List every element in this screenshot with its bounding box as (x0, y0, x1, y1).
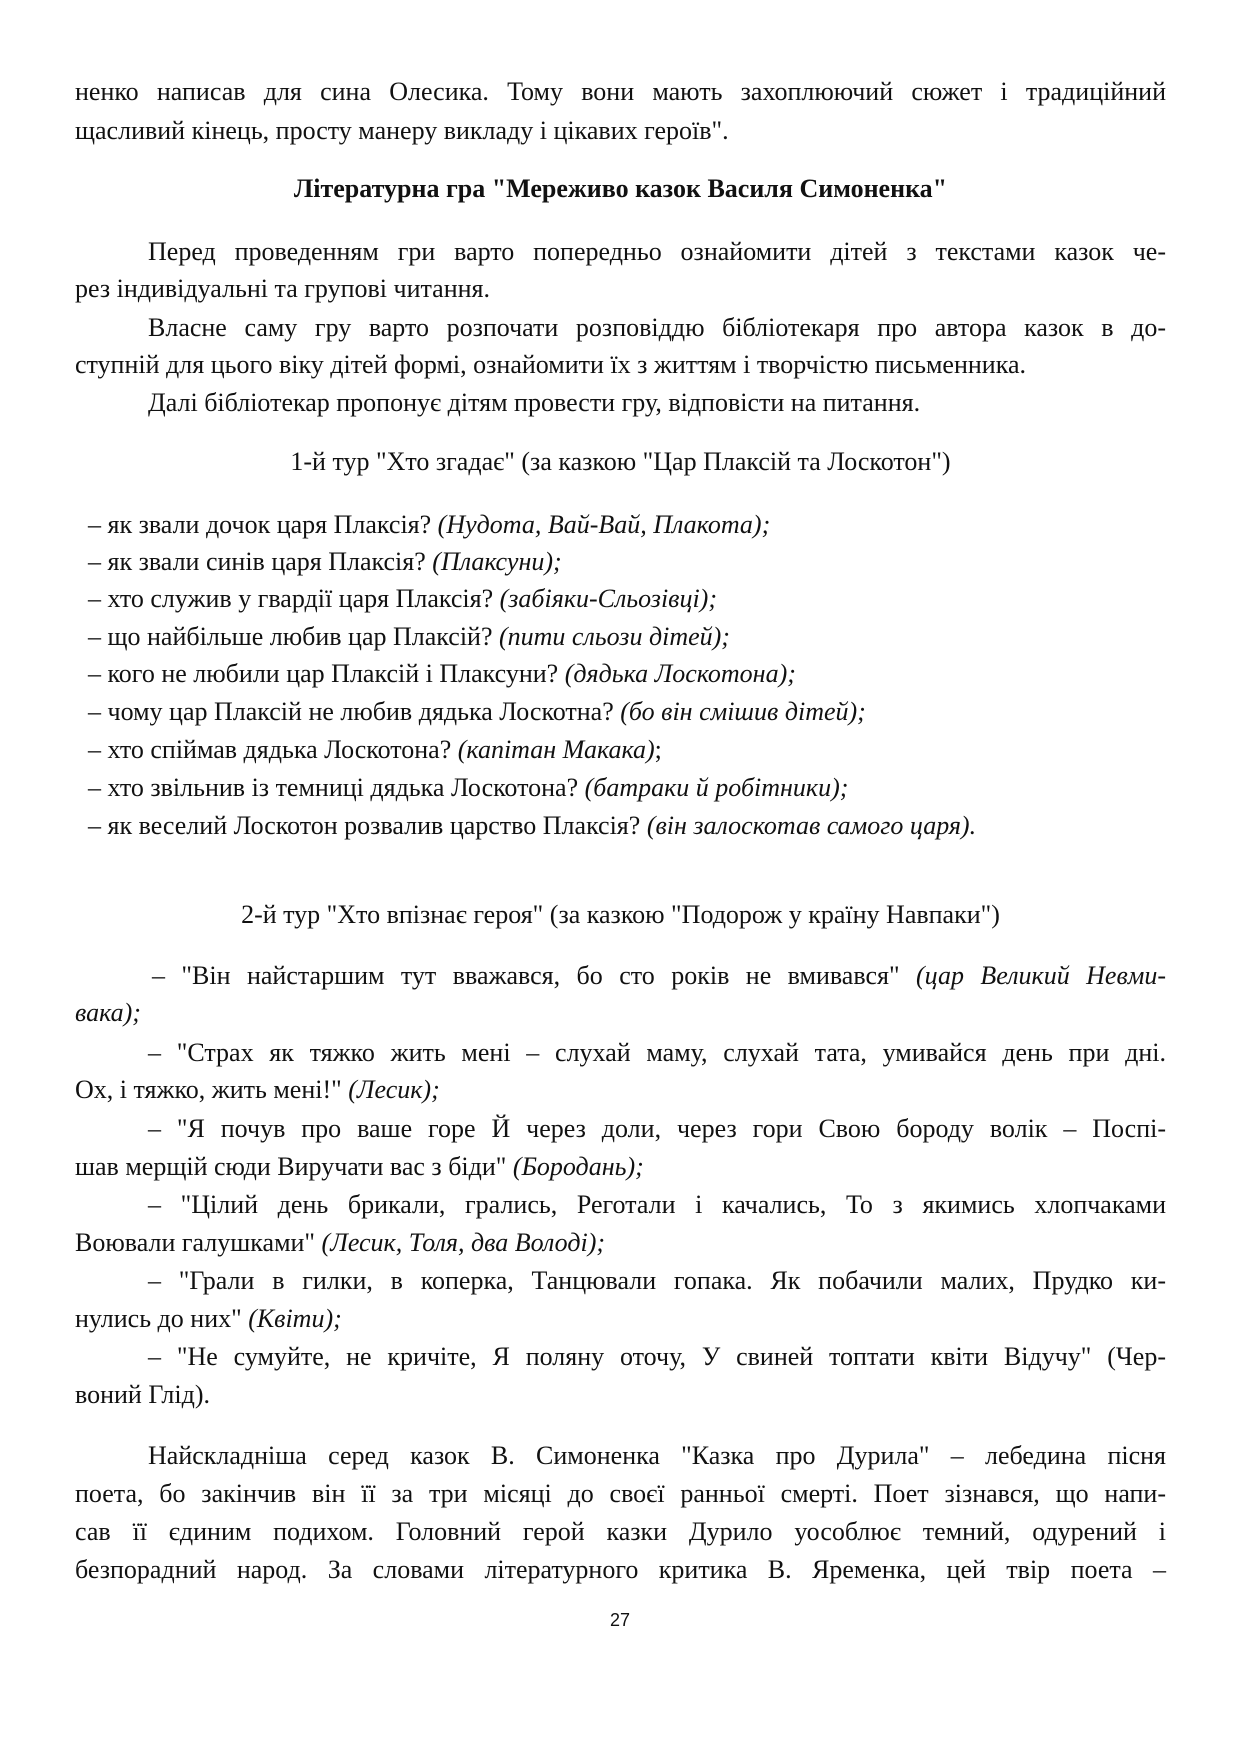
paragraph-line (75, 1073, 1166, 1107)
question-text: – як звали синів царя Плаксія? (88, 547, 426, 576)
quiz-question (88, 657, 796, 691)
quote-text: – "Він найстаршим тут вважався, бо сто років не вмивався" (152, 961, 900, 990)
paragraph-line (152, 959, 1166, 993)
question-answer: (забіяки-Сльозівці); (499, 584, 717, 613)
quote-text: Воювали галушками" (75, 1228, 316, 1257)
quote-text: шав мерщій сюди Виручати вас з біди" (75, 1152, 507, 1181)
quote-answer: (Квіти); (248, 1304, 342, 1333)
tour-heading: 2-й тур "Хто впізнає героя" (за казкою "Подорож у країну Навпаки") (241, 900, 1000, 929)
paragraph-line: – "Цілий день брикали, грались, Реготали і качались, То з якимись хлопчаками (148, 1190, 1166, 1219)
question-text: – як звали дочок царя Плаксія? (88, 510, 432, 539)
quiz-question (88, 695, 866, 729)
quote-answer: (цар Великий Невми- (916, 961, 1166, 990)
paragraph-line: воний Глід). (75, 1380, 211, 1409)
paragraph-line: – "Я почув про ваше горе Й через доли, через гори Свою бороду волік – Поспі- (148, 1114, 1166, 1143)
question-answer: (бо він смішив дітей); (620, 697, 866, 726)
question-answer: (капітан Макака) (457, 735, 655, 764)
quote-text: Ох, і тяжко, жить мені!" (75, 1075, 342, 1104)
quote-answer: (Лесик, Толя, два Володі); (321, 1228, 606, 1257)
question-text: – кого не любили цар Плаксій і Плаксуни? (88, 659, 559, 688)
paragraph-line: – "Страх як тяжко жить мені – слухай маму, слухай тата, умивайся день при дні. (148, 1038, 1166, 1067)
paragraph-line: ступній для цього віку дітей формі, ознайомити їх з життям і творчістю письменника. (75, 350, 1026, 379)
quote-answer: (Бородань); (512, 1152, 644, 1181)
quiz-question (88, 545, 562, 579)
question-answer: (Плаксуни); (432, 547, 562, 576)
question-text: – чому цар Плаксій не любив дядька Лоскотна? (88, 697, 614, 726)
question-answer: (пити сльози дітей); (499, 622, 730, 651)
page-number: 27 (609, 1610, 631, 1630)
paragraph-line (75, 1226, 1166, 1260)
quiz-question (88, 620, 730, 654)
quiz-question (88, 582, 717, 616)
paragraph-line: сав її єдиним подихом. Головний герой казки Дурило уособлює темний, одурений і (75, 1517, 1166, 1546)
section-heading: Літературна гра "Мереживо казок Василя Симоненка" (293, 174, 948, 203)
paragraph-line: Найскладніша серед казок В. Симоненка "Казка про Дурила" – лебедина пісня (148, 1441, 1166, 1470)
question-answer: (дядька Лоскотона); (564, 659, 796, 688)
paragraph-line: щасливий кінець, просту манеру викладу і цікавих героїв". (75, 116, 729, 145)
quote-text: нулись до них" (75, 1304, 242, 1333)
quiz-question (88, 508, 770, 542)
paragraph-line: ненко написав для сина Олесика. Тому вони мають захоплюючий сюжет і традиційний (75, 77, 1166, 106)
paragraph-line: поета, бо закінчив він її за три місяці до своєї ранньої смерті. Поет зізнався, що напи- (75, 1479, 1166, 1508)
question-text: – як веселий Лоскотон розвалив царство Плаксія? (88, 811, 641, 840)
quiz-question (88, 771, 848, 805)
quiz-question (88, 809, 976, 843)
question-text: – хто звільнив із темниці дядька Лоскотона? (88, 773, 579, 802)
question-answer: (він залоскотав самого царя). (646, 811, 977, 840)
paragraph-line (75, 1150, 1166, 1184)
paragraph-line: Далі бібліотекар пропонує дітям провести гру, відповісти на питання. (148, 388, 921, 417)
quote-answer: (Лесик); (348, 1075, 440, 1104)
question-answer: (батраки й робітники); (584, 773, 849, 802)
paragraph-line: – "Грали в гилки, в коперка, Танцювали гопака. Як побачили малих, Прудко ки- (148, 1266, 1166, 1295)
paragraph-line: рез індивідуальні та групові читання. (75, 274, 490, 303)
paragraph-line (75, 996, 1166, 1030)
tour-heading: 1-й тур "Хто згадає" (за казкою "Цар Плаксій та Лоскотон") (290, 447, 951, 476)
paragraph-line: – "Не сумуйте, не кричіте, Я поляну оточу, У свиней топтати квіти Відучу" (Чер- (148, 1342, 1166, 1371)
paragraph-line (75, 1302, 1166, 1336)
quote-answer: вака); (75, 998, 141, 1027)
paragraph-line: безпорадний народ. За словами літературного критика В. Яременка, цей твір поета – (75, 1555, 1166, 1584)
question-text: – хто служив у гвардії царя Плаксія? (88, 584, 494, 613)
question-text: – що найбільше любив цар Плаксій? (88, 622, 493, 651)
question-text: – хто спіймав дядька Лоскотона? (88, 735, 452, 764)
paragraph-line: Власне саму гру варто розпочати розповіддю бібліотекаря про автора казок в до- (148, 313, 1166, 342)
paragraph-line: Перед проведенням гри варто попередньо ознайомити дітей з текстами казок че- (148, 237, 1166, 266)
quiz-question: – хто спіймав дядька Лоскотона? (капітан Макака); (88, 735, 662, 764)
question-answer: (Нудота, Вай-Вай, Плакота); (437, 510, 771, 539)
